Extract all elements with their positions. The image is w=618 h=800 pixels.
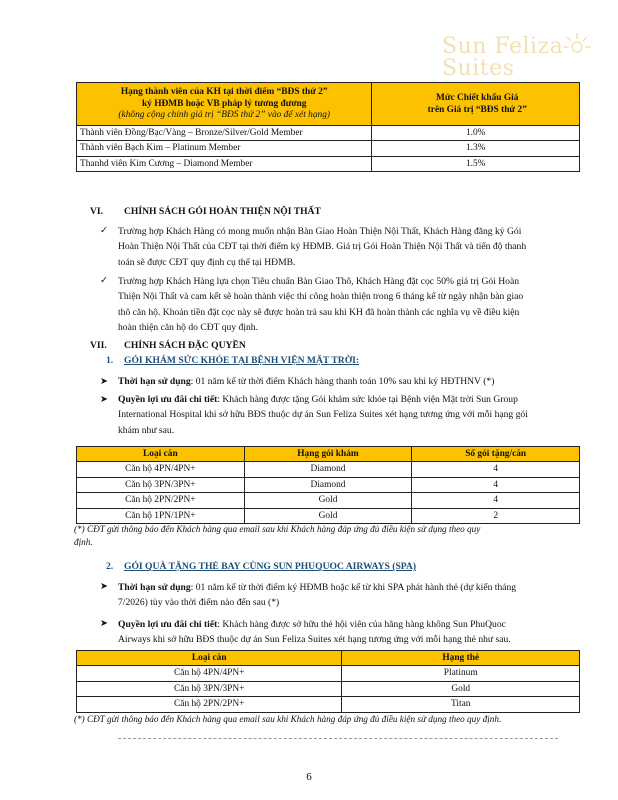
benefit-label: Quyền lợi ưu đãi chi tiết xyxy=(118,394,218,405)
unit-cell: Căn hộ 4PN/4PN+ xyxy=(77,462,245,478)
header-line: Hạng thành viên của KH tại thời điểm “BĐS thứ 2” xyxy=(120,87,328,97)
checkmark-icon: ➤ xyxy=(100,582,108,592)
header-unit-type: Loại căn xyxy=(77,447,245,462)
tier-cell: Gold xyxy=(244,508,412,524)
tier-cell: Thanhd viên Kim Cương – Diamond Member xyxy=(77,156,372,172)
section-7-title: CHÍNH SÁCH ĐẶC QUYỀN xyxy=(124,340,246,351)
table-row xyxy=(77,477,580,493)
sun-icon xyxy=(562,30,592,60)
table-row xyxy=(77,462,580,478)
tier-cell: Thành viên Bạch Kim – Platinum Member xyxy=(77,141,372,157)
count-cell: 4 xyxy=(412,493,580,509)
header-card-tier: Hạng thẻ xyxy=(342,651,580,666)
table-row xyxy=(77,125,580,141)
count-cell: 2 xyxy=(412,508,580,524)
text-line: định. xyxy=(74,537,93,547)
text-line: : Khách hàng được sở hữu thẻ hội viên của hãng hàng không Sun PhuQuoc xyxy=(217,619,506,630)
unit-cell: Căn hộ 4PN/4PN+ xyxy=(77,666,342,682)
logo-line-2: Suites xyxy=(442,56,515,81)
term-text: : 01 năm kể từ thời điểm Khách hàng thanh toán 10% sau khi ký HĐTHNV (*) xyxy=(190,376,495,387)
subsection-2-title: GÓI QUÀ TẶNG THẺ BAY CÙNG SUN PHUQUOC AIRWAYS (SPA) xyxy=(124,561,417,572)
rate-cell: 1.0% xyxy=(372,125,580,141)
section-6-number: VI. xyxy=(90,206,104,217)
text-line: thô căn hộ. Khoản tiền đặt cọc này sẽ được hoàn trả sau khi KH đã hoàn thành các nghĩa vụ về điều kiện xyxy=(118,306,520,318)
subsection-1-number: 1. xyxy=(106,355,114,366)
header-line: trên Giá trị “BĐS thứ 2” xyxy=(427,104,527,115)
text-line: Airways khi sở hữu BĐS thuộc dự án Sun Feliza Suites xét hạng tương ứng với mỗi hạng thẻ như sau. xyxy=(118,634,511,646)
subsection-2-number: 2. xyxy=(106,561,114,572)
tier-cell: Thành viên Đồng/Bạc/Vàng – Bronze/Silver/Gold Member xyxy=(77,125,372,141)
sub2-term-paragraph xyxy=(118,580,580,611)
flight-card-table xyxy=(76,650,580,713)
health-package-table xyxy=(76,446,580,524)
table-header-row xyxy=(77,651,580,666)
table-row xyxy=(77,681,580,697)
subsection-1-title: GÓI KHÁM SỨC KHỎE TẠI BỆNH VIỆN MẶT TRỜI: xyxy=(124,355,360,366)
header-unit-type: Loại căn xyxy=(77,651,342,666)
checkmark-icon: ✓ xyxy=(100,226,108,236)
header-package-tier: Hạng gói khám xyxy=(244,447,412,462)
card-tier-cell: Titan xyxy=(342,697,580,713)
benefit-label: Quyền lợi ưu đãi chi tiết xyxy=(118,619,218,630)
text-line: : 01 năm kể từ thời điểm ký HĐMB hoặc kể từ khi SPA phát hành thẻ (dự kiến tháng xyxy=(190,582,517,593)
section-6-paragraph-1 xyxy=(118,224,580,270)
tier-cell: Diamond xyxy=(244,462,412,478)
text-line: : Khách hàng được tặng Gói khám sức khỏe tại Bệnh viện Mặt trời Sun Group xyxy=(217,394,518,405)
unit-cell: Căn hộ 2PN/2PN+ xyxy=(77,697,342,713)
rate-cell: 1.3% xyxy=(372,141,580,157)
count-cell: 4 xyxy=(412,462,580,478)
text-line: Hoàn Thiện Nội Thất của CĐT tại thời điểm ký HĐMB. Giá trị Gói Hoàn Thiện Nội Thất và tiến độ thanh xyxy=(118,241,527,253)
table-row xyxy=(77,508,580,524)
page-number: 6 xyxy=(306,771,312,783)
term-label: Thời hạn sử dụng xyxy=(118,582,191,593)
table-row xyxy=(77,141,580,157)
unit-cell: Căn hộ 3PN/3PN+ xyxy=(77,681,342,697)
sub2-benefit-paragraph xyxy=(118,617,580,648)
footnote-2: (*) CĐT gửi thông báo đến Khách hàng qua email sau khi Khách hàng đáp ứng đủ điều kiện sử dụng theo quy định. xyxy=(74,714,502,724)
section-6-paragraph-2 xyxy=(118,274,580,335)
header-note: (không cộng chính giá trị “BĐS thứ 2” vào để xét hạng) xyxy=(118,110,331,120)
table-header-row xyxy=(77,83,580,126)
text-line: Thiện Nội Thất và cam kết sẽ hoàn thành việc thi công hoàn thiện trong 6 tháng kể từ ngày nhận bàn giao xyxy=(118,291,524,303)
unit-cell: Căn hộ 2PN/2PN+ xyxy=(77,493,245,509)
text-line: toán sẽ được CĐT quy định cụ thể tại HĐMB. xyxy=(118,256,296,268)
unit-cell: Căn hộ 3PN/3PN+ xyxy=(77,477,245,493)
header-package-count: Số gói tặng/căn xyxy=(412,447,580,462)
checkmark-icon: ➤ xyxy=(100,395,108,405)
text-line: Trường hợp Khách Hàng có mong muốn nhận Bàn Giao Hoàn Thiện Nội Thất, Khách Hàng đăng ký Gói xyxy=(118,226,522,237)
tier-cell: Diamond xyxy=(244,477,412,493)
table-header-row xyxy=(77,447,580,462)
text-line: International Hospital khi sở hữu BĐS thuộc dự án Sun Feliza Suites xét hạng tương ứng với mỗi hạng gói xyxy=(118,409,528,421)
text-line: khám như sau. xyxy=(118,424,175,436)
sub1-term-line xyxy=(118,376,494,387)
checkmark-icon: ✓ xyxy=(100,276,108,286)
header-line: ký HĐMB hoặc VB pháp lý tương đương xyxy=(141,98,307,109)
table-row xyxy=(77,697,580,713)
text-line: Trường hợp Khách Hàng lựa chọn Tiêu chuẩn Bàn Giao Thô, Khách Hàng đặt cọc 50% giá trị Gói Hoàn xyxy=(118,276,520,287)
unit-cell: Căn hộ 1PN/1PN+ xyxy=(77,508,245,524)
sub1-benefit-paragraph xyxy=(118,392,580,438)
header-discount-rate xyxy=(372,83,580,126)
text-line: 7/2026) tùy vào thời điểm nào đến sau (*) xyxy=(118,597,280,609)
logo-line-1: Sun Feliza xyxy=(442,34,564,59)
checkmark-icon: ➤ xyxy=(100,377,108,387)
term-label: Thời hạn sử dụng xyxy=(118,376,191,387)
card-tier-cell: Gold xyxy=(342,681,580,697)
count-cell: 4 xyxy=(412,477,580,493)
tier-cell: Gold xyxy=(244,493,412,509)
section-6-title: CHÍNH SÁCH GÓI HOÀN THIỆN NỘI THẤT xyxy=(124,206,321,217)
header-membership-tier xyxy=(77,83,372,126)
text-line: hoàn thiện căn hộ do CĐT quy định. xyxy=(118,321,258,333)
table-row xyxy=(77,493,580,509)
header-line: Mức Chiết khấu Giá xyxy=(435,92,519,103)
card-tier-cell: Platinum xyxy=(342,666,580,682)
membership-discount-table xyxy=(76,82,580,172)
footer-divider xyxy=(118,738,558,739)
table-row xyxy=(77,156,580,172)
checkmark-icon: ➤ xyxy=(100,619,108,629)
section-7-number: VII. xyxy=(90,340,107,351)
table-row xyxy=(77,666,580,682)
sun-feliza-suites-logo xyxy=(442,30,592,80)
text-line: (*) CĐT gửi thông báo đến Khách hàng qua email sau khi Khách hàng đáp ứng đủ điều kiện sử dụng theo quy xyxy=(74,524,481,534)
rate-cell: 1.5% xyxy=(372,156,580,172)
footnote-1 xyxy=(74,524,480,547)
